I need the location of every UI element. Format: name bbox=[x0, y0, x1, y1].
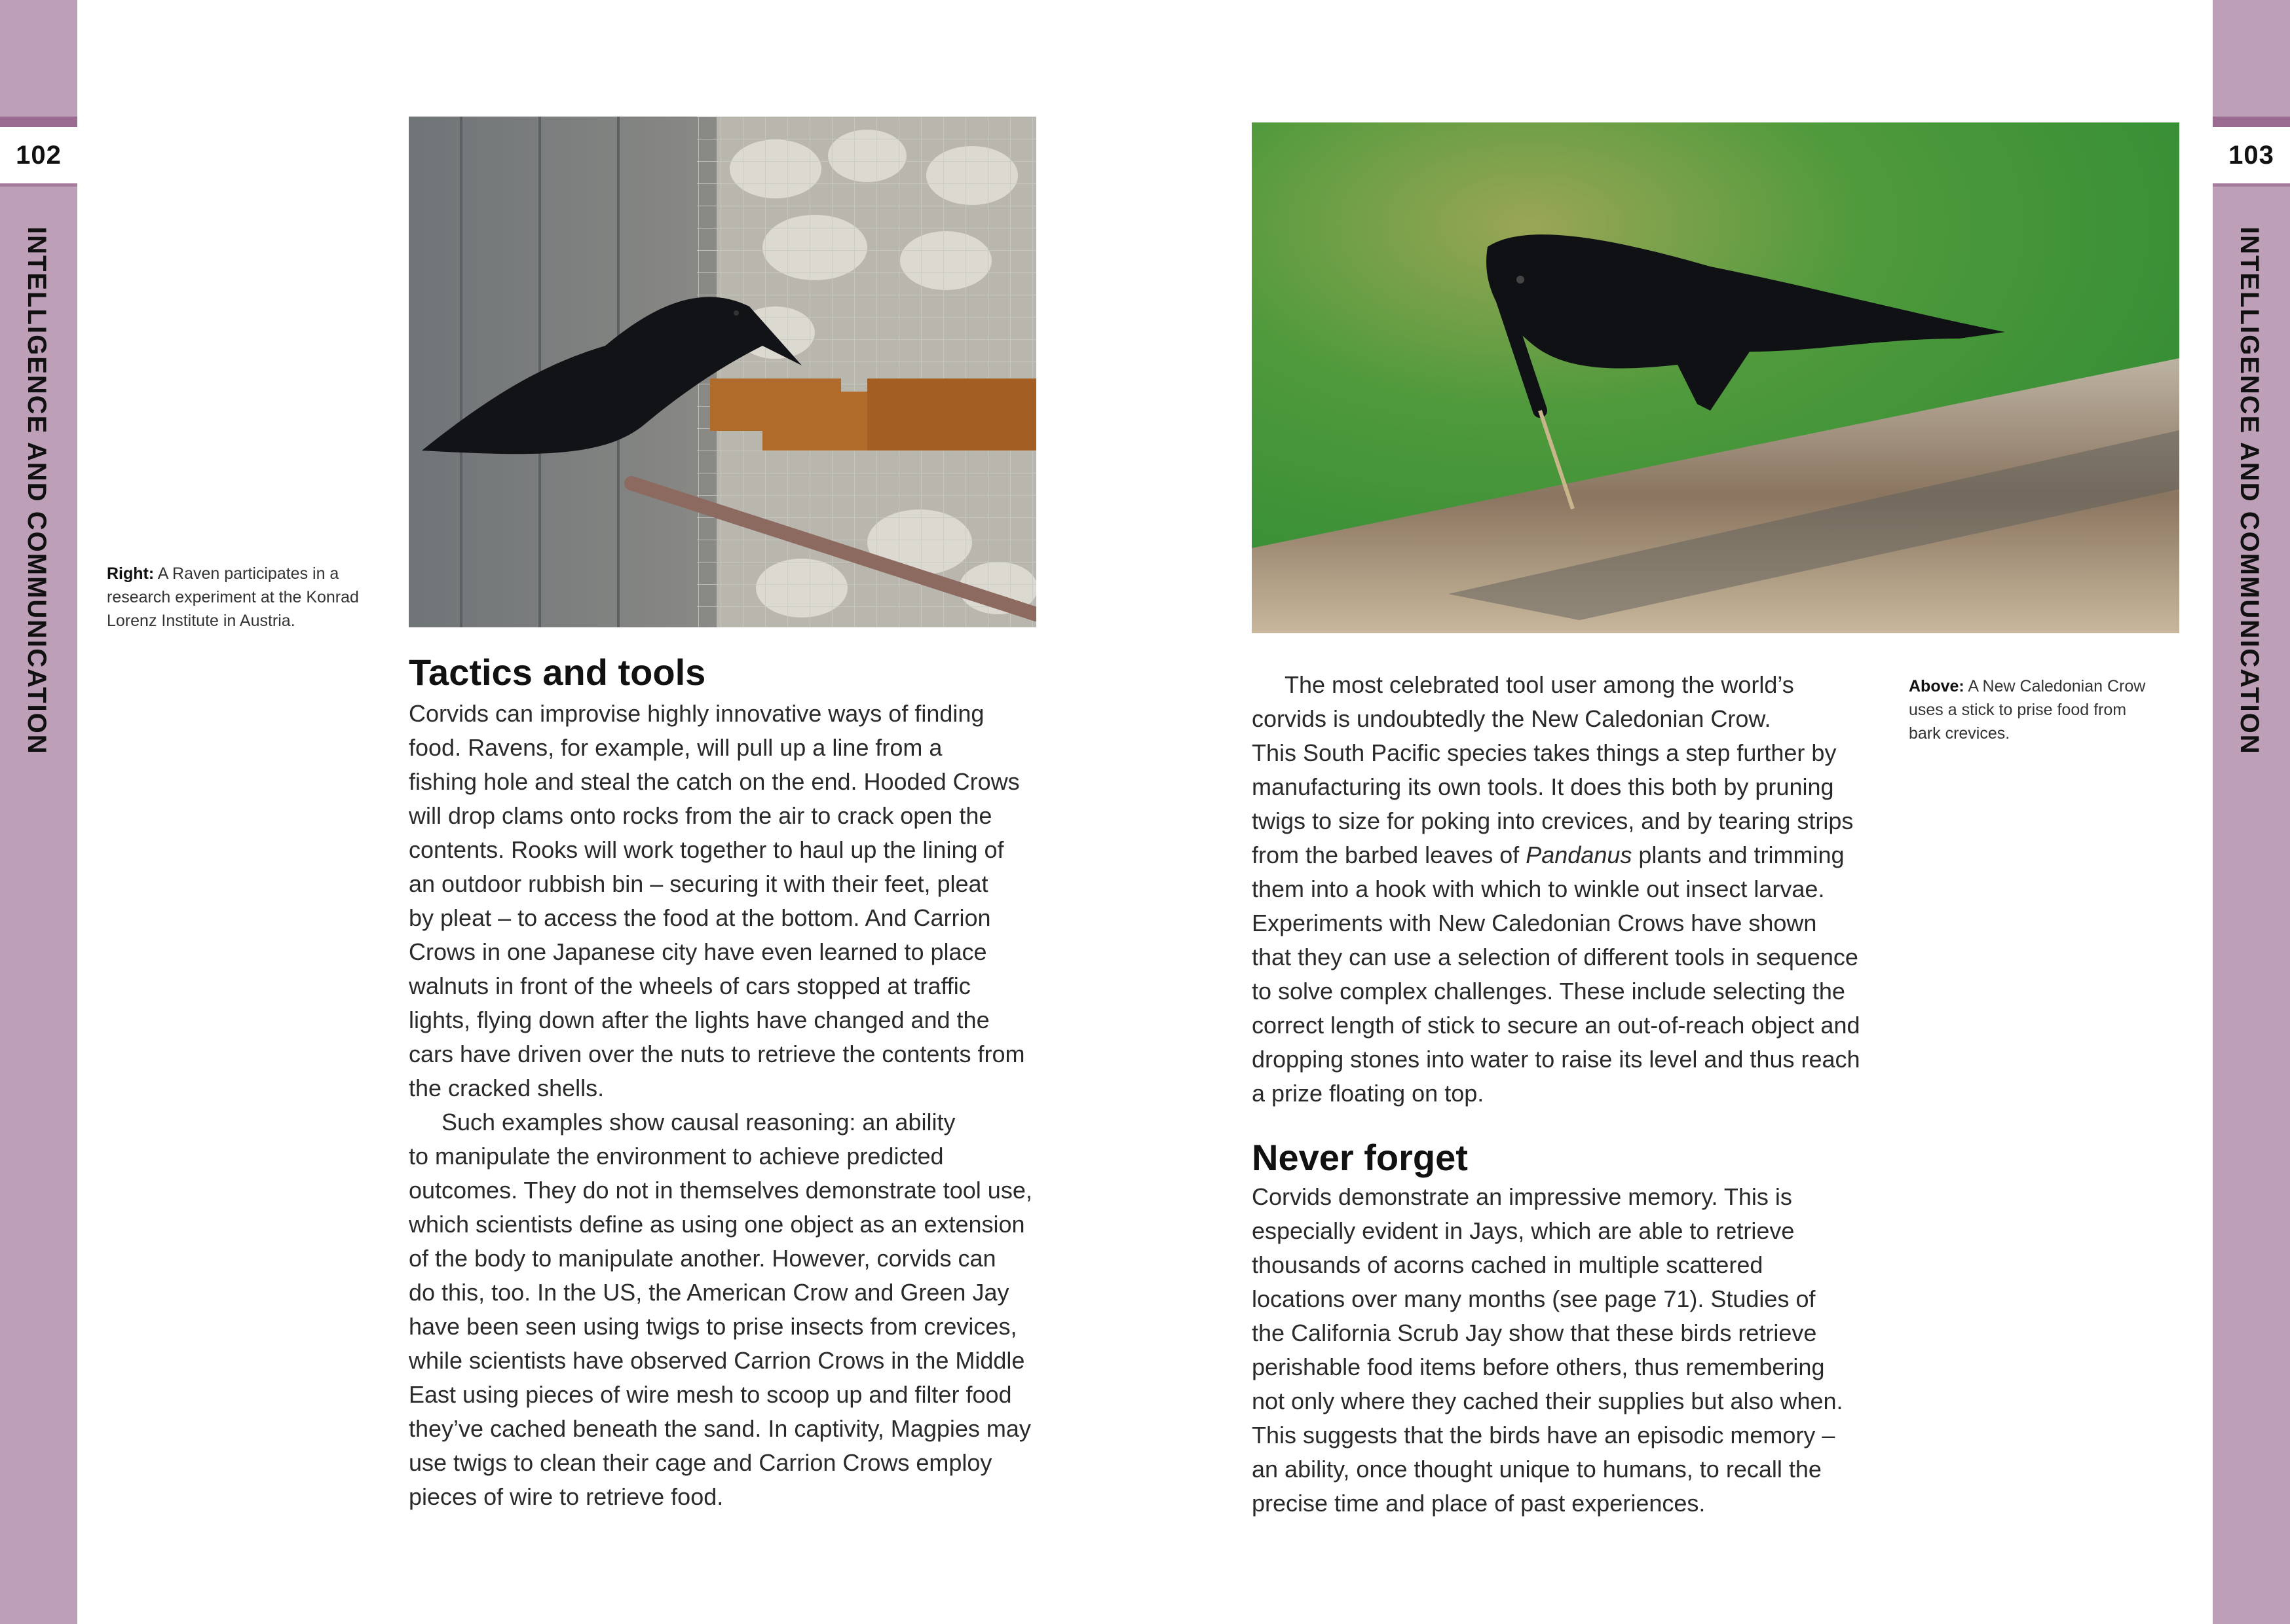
paragraph bbox=[409, 697, 1051, 1105]
text-line: Corvids can improvise highly innovative ways of finding bbox=[409, 700, 985, 727]
new-caledonian-crow-photo bbox=[1252, 122, 2179, 633]
text-line: manufacturing its own tools. It does this both by pruning bbox=[1252, 773, 1834, 800]
text-line: Such examples show causal reasoning: an ability bbox=[441, 1109, 956, 1135]
right-photo-caption bbox=[1909, 674, 2184, 745]
heading-tactics-and-tools: Tactics and tools bbox=[409, 652, 706, 693]
caption-line: A New Caledonian Crow bbox=[1968, 677, 2146, 695]
text-line: to solve complex challenges. These include selecting the bbox=[1252, 978, 1845, 1005]
right-section-tab bbox=[2213, 0, 2290, 1624]
text-line: the cracked shells. bbox=[409, 1075, 605, 1101]
memory-body-text bbox=[1252, 1180, 1881, 1521]
species-name-italic: Pandanus bbox=[1526, 841, 1632, 868]
text-line: dropping stones into water to raise its level and thus reach bbox=[1252, 1046, 1860, 1073]
text-line: to manipulate the environment to achieve predicted bbox=[409, 1143, 944, 1170]
text-line: from the barbed leaves of Pandanus plants and trimming bbox=[1252, 841, 1845, 868]
text-line: twigs to size for poking into crevices, and by tearing strips bbox=[1252, 807, 1854, 834]
text-line: fishing hole and steal the catch on the end. Hooded Crows bbox=[409, 768, 1020, 795]
text-line: precise time and place of past experiences. bbox=[1252, 1490, 1706, 1517]
text-line: they’ve cached beneath the sand. In captivity, Magpies may bbox=[409, 1415, 1031, 1442]
text-line: them into a hook with which to winkle out insect larvae. bbox=[1252, 876, 1825, 902]
text-line: perishable food items before others, thus remembering bbox=[1252, 1354, 1825, 1380]
page-number-left: 102 bbox=[0, 127, 77, 187]
text-line: while scientists have observed Carrion Crows in the Middle bbox=[409, 1347, 1025, 1374]
text-line: a prize floating on top. bbox=[1252, 1080, 1484, 1107]
text-line: an outdoor rubbish bin – securing it with their feet, pleat bbox=[409, 870, 988, 897]
paragraph bbox=[409, 1105, 1051, 1514]
text-line: Experiments with New Caledonian Crows have shown bbox=[1252, 910, 1817, 936]
text-line: especially evident in Jays, which are able to retrieve bbox=[1252, 1217, 1795, 1244]
section-title-left: INTELLIGENCE AND COMMUNICATION bbox=[22, 227, 51, 755]
left-section-tab bbox=[0, 0, 77, 1624]
caption-line: research experiment at the Konrad bbox=[107, 588, 359, 606]
text-line: lights, flying down after the lights have changed and the bbox=[409, 1006, 990, 1033]
text-line: walnuts in front of the wheels of cars stopped at traffic bbox=[409, 972, 971, 999]
raven-experiment-photo bbox=[409, 117, 1036, 627]
text-line: use twigs to clean their cage and Carrion Crows employ bbox=[409, 1449, 992, 1476]
text-line: will drop clams onto rocks from the air to crack open the bbox=[409, 802, 992, 829]
caption-line: A Raven participates in a bbox=[157, 564, 339, 583]
tab-stripe bbox=[0, 117, 77, 127]
text-line: food. Ravens, for example, will pull up a line from a bbox=[409, 734, 943, 761]
text-line: Corvids demonstrate an impressive memory. This is bbox=[1252, 1183, 1792, 1210]
text-line: that they can use a selection of different tools in sequence bbox=[1252, 944, 1858, 970]
text-line: thousands of acorns cached in multiple scattered bbox=[1252, 1251, 1763, 1278]
text-line: of the body to manipulate another. However, corvids can bbox=[409, 1245, 996, 1272]
caption-line: bark crevices. bbox=[1909, 724, 2010, 743]
tab-stripe bbox=[2213, 117, 2290, 127]
heading-never-forget: Never forget bbox=[1252, 1137, 1468, 1178]
caption-line: uses a stick to prise food from bbox=[1909, 701, 2127, 719]
left-body-text bbox=[409, 697, 1051, 1514]
text-line: by pleat – to access the food at the bottom. And Carrion bbox=[409, 904, 991, 931]
text-line: The most celebrated tool user among the world’s bbox=[1285, 671, 1794, 698]
caption-label: Right: bbox=[107, 564, 155, 583]
text-line: an ability, once thought unique to humans, to recall the bbox=[1252, 1456, 1822, 1483]
page-number-right: 103 bbox=[2213, 127, 2290, 187]
text-line: cars have driven over the nuts to retrieve the contents from bbox=[409, 1041, 1025, 1067]
text-line: This suggests that the birds have an episodic memory – bbox=[1252, 1422, 1835, 1449]
text-line: the California Scrub Jay show that these birds retrieve bbox=[1252, 1320, 1817, 1346]
text-line: correct length of stick to secure an out-of-reach object and bbox=[1252, 1012, 1860, 1039]
caption-label: Above: bbox=[1909, 677, 1964, 695]
left-photo-caption bbox=[107, 562, 382, 633]
text-line: This South Pacific species takes things a step further by bbox=[1252, 739, 1837, 766]
text-line: corvids is undoubtedly the New Caledonian Crow. bbox=[1252, 705, 1771, 732]
section-title-right: INTELLIGENCE AND COMMUNICATION bbox=[2235, 227, 2264, 755]
text-line: which scientists define as using one object as an extension bbox=[409, 1211, 1025, 1238]
text-line: have been seen using twigs to prise insects from crevices, bbox=[409, 1313, 1017, 1340]
text-line: East using pieces of wire mesh to scoop up and filter food bbox=[409, 1381, 1012, 1408]
text-line: contents. Rooks will work together to haul up the lining of bbox=[409, 836, 1004, 863]
text-line: outcomes. They do not in themselves demonstrate tool use, bbox=[409, 1177, 1032, 1204]
text-line: locations over many months (see page 71). Studies of bbox=[1252, 1285, 1816, 1312]
right-intro-text bbox=[1252, 668, 1881, 1111]
text-line: not only where they cached their supplies but also when. bbox=[1252, 1388, 1843, 1414]
caption-line: Lorenz Institute in Austria. bbox=[107, 612, 295, 630]
text-line: pieces of wire to retrieve food. bbox=[409, 1483, 724, 1510]
text-line: do this, too. In the US, the American Crow and Green Jay bbox=[409, 1279, 1009, 1306]
text-line: Crows in one Japanese city have even learned to place bbox=[409, 938, 987, 965]
